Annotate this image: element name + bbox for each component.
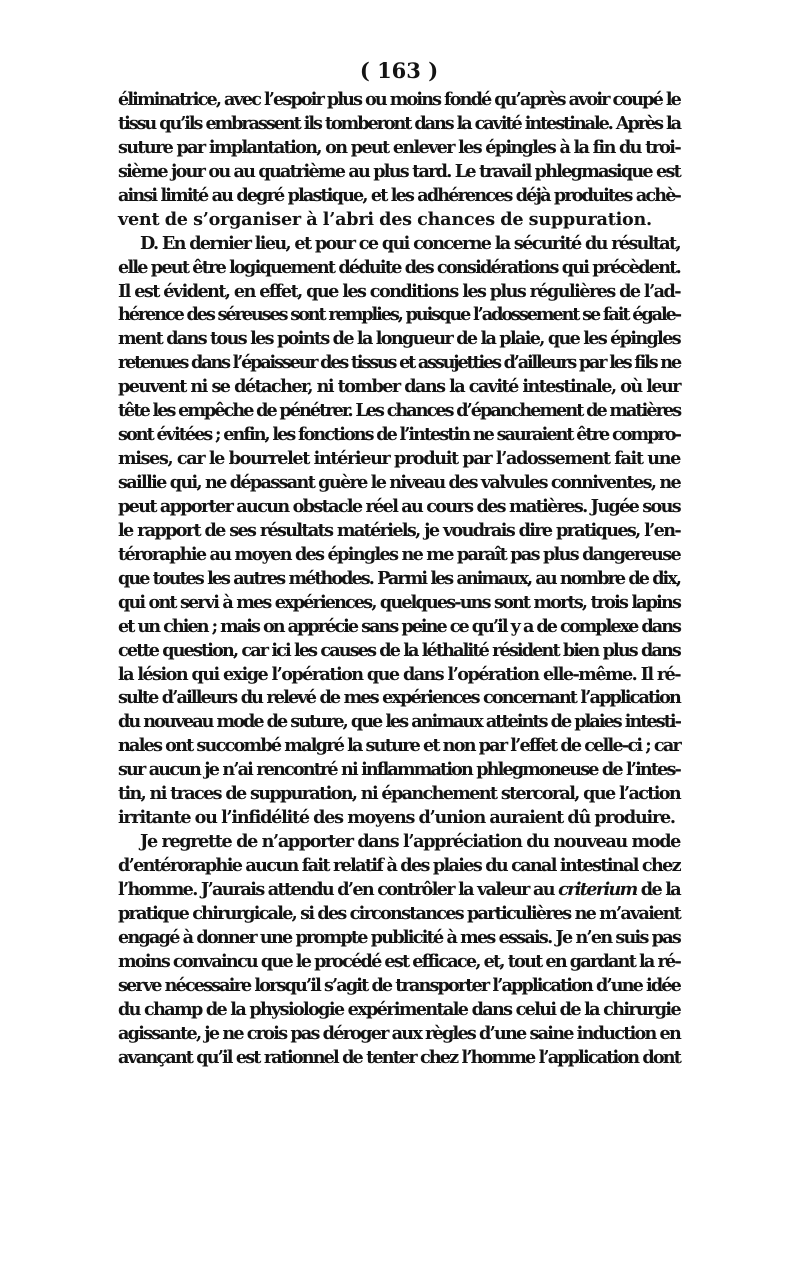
text-line: saillie qui, ne dépassant guère le niveau des valvules conniventes, ne	[118, 472, 680, 493]
text-line: le rapport de ses résultats matériels, je voudrais dire pratiques, l’en-	[118, 519, 680, 541]
text-line: téroraphie au moyen des épingles ne me paraît pas plus dangereuse	[118, 543, 680, 565]
text-line: Je regrette de n’apporter dans l’appréciation du nouveau mode	[140, 831, 680, 853]
text-line: que toutes les autres méthodes. Parmi les animaux, au nombre de dix,	[118, 567, 680, 589]
text-line: tin, ni traces de suppuration, ni épanchement stercoral, que l’action	[118, 783, 680, 805]
text-line: vent de s’organiser à l’abri des chances de suppuration.	[118, 208, 652, 230]
text-line: qui ont servi à mes expériences, quelques-uns sont morts, trois lapins	[118, 591, 680, 613]
text-line: serve nécessaire lorsqu’il s’agit de transporter l’application d’une idée	[118, 974, 680, 996]
text-line: tête les empêche de pénétrer. Les chances d’épanchement de matières	[118, 400, 681, 422]
text-line: sur aucun je n’ai rencontré ni inflammation phlegmoneuse de l’intes-	[118, 759, 680, 781]
text-line: ment dans tous les points de la longueur de la plaie, que les épingles	[118, 328, 680, 350]
text-line: D. En dernier lieu, et pour ce qui concerne la sécurité du résultat,	[140, 232, 680, 254]
text-line	[118, 878, 680, 902]
text-line: d’entéroraphie aucun fait relatif à des plaies du canal intestinal chez	[118, 855, 680, 876]
text-line: et un chien ; mais on apprécie sans peine ce qu’il y a de complexe dans	[118, 615, 680, 637]
body-text	[118, 88, 680, 1069]
text-line: sulte d’ailleurs du relevé de mes expériences concernant l’application	[118, 687, 680, 709]
text-line: elle peut être logiquement déduite des considérations qui précèdent.	[118, 256, 680, 278]
text-line: peuvent ni se détacher, ni tomber dans la cavité intestinale, où leur	[118, 376, 680, 398]
text-line: moins convaincu que le procédé est efficace, et, tout en gardant la ré-	[118, 950, 680, 972]
text-line: suture par implantation, on peut enlever les épingles à la fin du troi-	[118, 136, 680, 158]
italic-term: criterium	[558, 878, 637, 900]
text-line: pratique chirurgicale, si des circonstances particulières ne m’avaient	[118, 902, 680, 924]
text-line: mises, car le bourrelet intérieur produit par l’adossement fait une	[118, 448, 680, 470]
text-line: du nouveau mode de suture, que les animaux atteints de plaies intesti-	[118, 711, 680, 733]
text-line: peut apporter aucun obstacle réel au cours des matières. Jugée sous	[118, 495, 680, 517]
text-line: engagé à donner une prompte publicité à mes essais. Je n’en suis pas	[118, 926, 680, 948]
text-line: hérence des séreuses sont remplies, puisque l’adossement se fait égale-	[118, 304, 680, 326]
text-line: sième jour ou au quatrième au plus tard. Le travail phlegmasique est	[118, 160, 680, 182]
page-number: ( 163 )	[359, 58, 439, 83]
text-line: éliminatrice, avec l’espoir plus ou moins fondé qu’après avoir coupé le	[118, 89, 680, 110]
text-segment: de la	[636, 878, 680, 900]
text-line: cette question, car ici les causes de la léthalité résident bien plus dans	[118, 639, 680, 661]
text-line: agissante, je ne crois pas déroger aux règles d’une saine induction en	[118, 1022, 680, 1044]
text-line: retenues dans l’épaisseur des tissus et assujetties d’ailleurs par les fils ne	[118, 352, 680, 374]
text-line: sont évitées ; enfin, les fonctions de l’intestin ne sauraient être compro-	[118, 424, 680, 446]
book-page	[118, 56, 680, 1069]
text-line: la lésion qui exige l’opération que dans l’opération elle-même. Il ré-	[118, 663, 680, 685]
text-line: ainsi limité au degré plastique, et les adhérences déjà produites achè-	[118, 184, 680, 206]
text-line: Il est évident, en effet, que les conditions les plus régulières de l’ad-	[118, 280, 680, 302]
text-line: du champ de la physiologie expérimentale dans celui de la chirurgie	[118, 998, 680, 1020]
text-line: avançant qu’il est rationnel de tenter chez l’homme l’application dont	[118, 1046, 680, 1068]
text-segment: l’homme. J’aurais attendu d’en contrôler la valeur au	[118, 878, 559, 900]
text-line: tissu qu’ils embrassent ils tomberont dans la cavité intestinale. Après la	[118, 112, 680, 134]
text-line: irritante ou l’infidélité des moyens d’union auraient dû produire.	[118, 807, 675, 829]
text-line: nales ont succombé malgré la suture et non par l’effet de celle-ci ; car	[118, 735, 680, 757]
